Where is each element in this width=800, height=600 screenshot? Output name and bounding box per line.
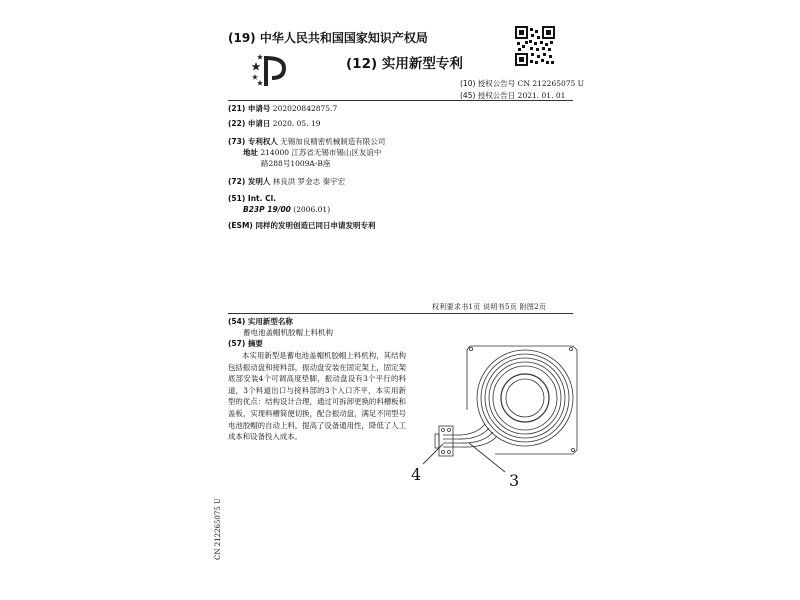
abstract-label: (57) 摘要: [228, 339, 263, 348]
address-row: [243, 147, 381, 158]
publication-number: CN 212265075 U: [517, 79, 585, 88]
int-cl-code: B23P 19/00: [243, 205, 291, 214]
inventors-row: [228, 176, 345, 187]
publication-date: 2021. 01. 01: [517, 91, 566, 100]
qr-code-icon: [515, 26, 555, 66]
application-number-row: [228, 103, 337, 114]
publication-number-label: (10) 授权公告号: [460, 79, 516, 88]
esm-note: (ESM) 同样的发明创造已同日申请发明专利: [228, 221, 376, 230]
abstract-rule: [228, 313, 573, 314]
filing-date-row: [228, 118, 321, 129]
reference-numeral-3: 3: [509, 471, 520, 490]
reference-numeral-4: 4: [411, 465, 422, 484]
patentee-row: [228, 136, 385, 147]
utility-model-title-label: (54) 实用新型名称: [228, 317, 293, 326]
abstract-text: 本实用新型是蓄电池盖帽机胶帽上料机构，其结构包括振动盘和接料部，振动盘安装在固定架上，固定架底部安装4个可调高度垫脚，振动盘设有3个平行的料道，3个料道出口与接料部的3个入口齐平，本实用新型的优点：结构设计合理，通过可拆卸更换的料槽板和盖板，实现料槽简便切换，配合振动盘，满足不同型号电池胶帽的自动上料，提高了设备通用性，降低了人工成本和设备投入成本。: [228, 351, 406, 442]
inventors: 林良洪 罗金志 秦宇宏: [272, 177, 346, 186]
document-type: (12) 实用新型专利: [346, 56, 463, 72]
publication-date-label: (45) 授权公告日: [460, 91, 516, 100]
utility-model-title: 蓄电池盖帽机胶帽上料机构: [243, 328, 333, 337]
address-line-2: 路288号1009A-B座: [261, 159, 331, 168]
patentee: 无锡加良精密机械制造有限公司: [280, 137, 386, 146]
address-label: 地址: [243, 148, 258, 157]
int-cl-row: [243, 204, 330, 215]
header-rule: [228, 100, 573, 101]
issuing-authority: (19) 中华人民共和国国家知识产权局: [228, 31, 428, 45]
inventors-label: (72) 发明人: [228, 177, 271, 186]
int-cl-label: (51) Int. Cl.: [228, 194, 277, 203]
application-number-label: (21) 申请号: [228, 104, 271, 113]
patentee-label: (73) 专利权人: [228, 137, 278, 146]
int-cl-label-row: [228, 193, 276, 204]
side-publication-label: CN 212265075 U: [214, 498, 222, 560]
int-cl-version: (2006.01): [293, 205, 331, 214]
filing-date-label: (22) 申请日: [228, 119, 271, 128]
address-line-1: 214000 江苏省无锡市锡山区友谊中: [260, 148, 382, 157]
publication-number-row: [460, 78, 584, 89]
cnipa-logo-icon: [250, 52, 290, 88]
page-counts: 权利要求书1页 说明书5页 附图2页: [432, 303, 547, 311]
vibration-bowl-drawing: [405, 340, 585, 490]
filing-date: 2020. 05. 19: [272, 119, 321, 128]
application-number: 202020842875.7: [272, 104, 338, 113]
